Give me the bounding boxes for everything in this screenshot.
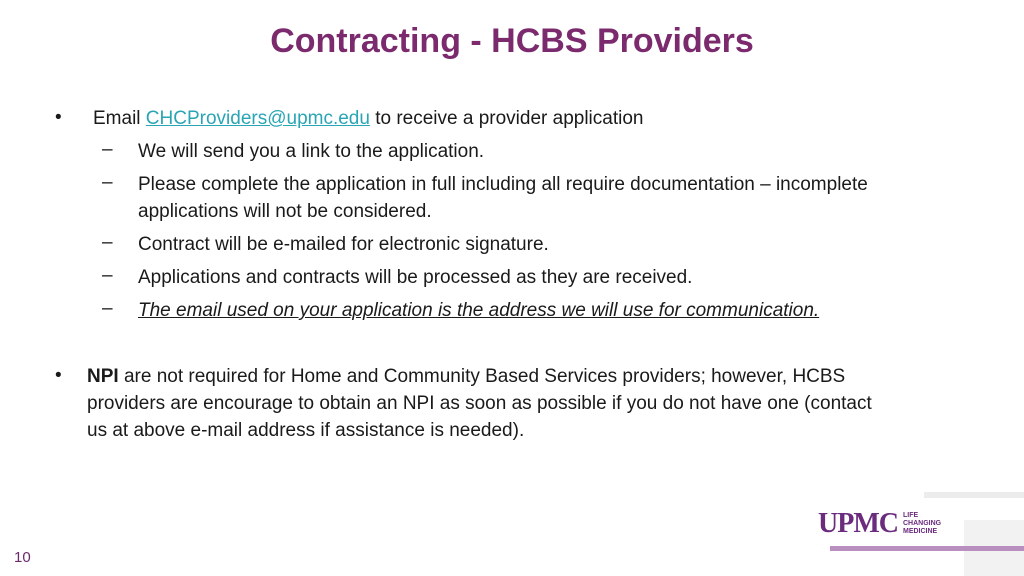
dash-marker: –	[102, 172, 113, 193]
logo-tagline	[903, 512, 941, 536]
subitem-complete-application-cont: applications will not be considered.	[138, 201, 432, 222]
brand-underline	[830, 546, 1024, 556]
logo-tagline-1: LIFE	[902, 512, 919, 519]
logo-tagline-3: MEDICINE	[902, 528, 938, 535]
email-prefix: Email	[93, 108, 146, 129]
npi-line-2: providers are encourage to obtain an NPI as soon as possible if you do not have one (contact	[87, 393, 872, 414]
page-number: 10	[14, 549, 31, 566]
npi-paragraph	[87, 363, 967, 444]
upmc-logo	[818, 508, 941, 540]
decor-bar	[924, 492, 1024, 498]
subitem-complete-application: Please complete the application in full including all require documentation – incomplete	[138, 174, 868, 195]
decor-bar	[830, 546, 1024, 551]
email-suffix: to receive a provider application	[369, 108, 644, 129]
bullet-email-line	[93, 105, 643, 132]
slide-title: Contracting - HCBS Providers	[270, 22, 754, 60]
npi-line-1: are not required for Home and Community Based Services providers; however, HCBS	[118, 366, 846, 387]
dash-marker: –	[102, 298, 113, 319]
bullet-marker: •	[55, 107, 62, 128]
subitem-processed: Applications and contracts will be processed as they are received.	[138, 267, 693, 288]
dash-marker: –	[102, 265, 113, 286]
logo-wordmark: UPMC	[818, 508, 898, 539]
npi-line-3: us at above e-mail address if assistance is needed).	[87, 420, 525, 441]
subitem-contract-email: Contract will be e-mailed for electronic signature.	[138, 234, 549, 255]
logo-tagline-2: CHANGING	[902, 520, 942, 527]
email-link[interactable]: CHCProviders@upmc.edu	[145, 108, 370, 129]
subitem-send-link: We will send you a link to the application.	[138, 141, 485, 162]
bullet-marker: •	[55, 365, 62, 386]
npi-bold: NPI	[87, 366, 119, 387]
dash-marker: –	[102, 139, 113, 160]
subitem-communication-note: The email used on your application is the address we will use for communication.	[138, 300, 820, 321]
dash-marker: –	[102, 232, 113, 253]
